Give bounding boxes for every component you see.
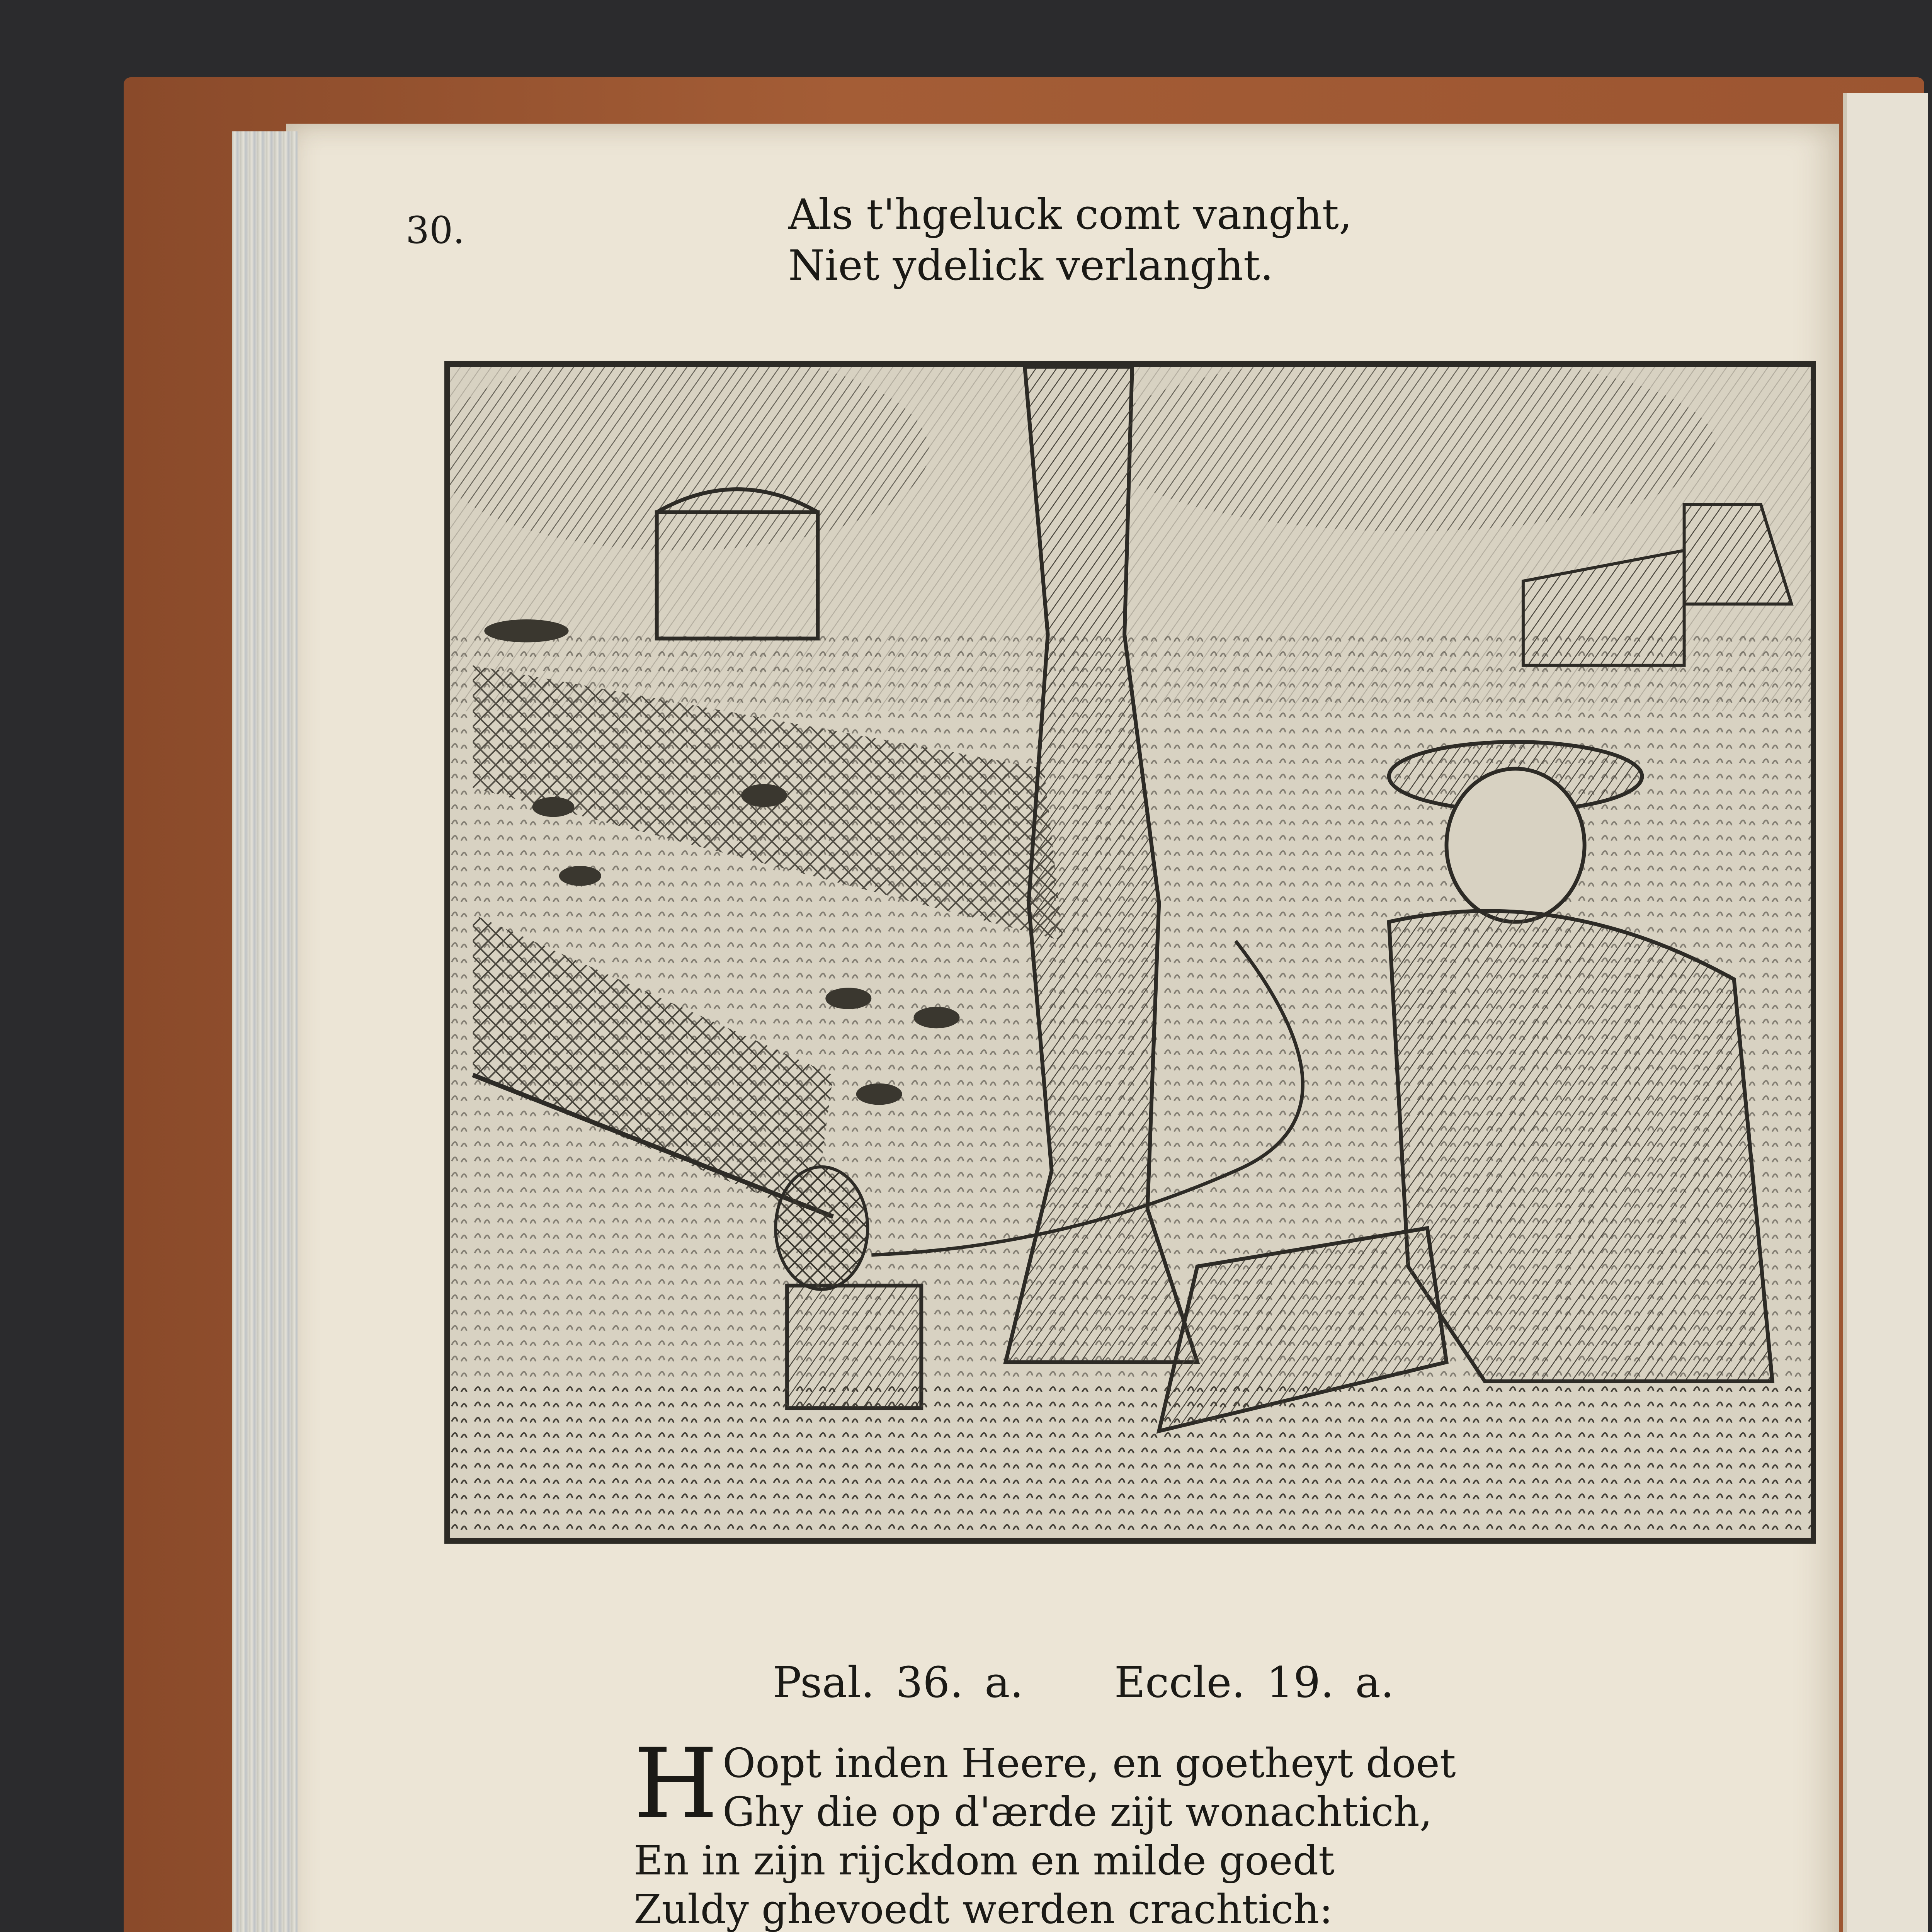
poem-line: En in zijn rijckdom en milde goedt — [634, 1837, 1335, 1884]
poem-line: Ghy die op d'ærde zijt wonachtich, — [723, 1788, 1432, 1835]
facing-page-edge — [1843, 93, 1928, 1932]
page-edges — [232, 131, 298, 1932]
motto-line-2: Niet ydelick verlanght. — [788, 242, 1274, 290]
page-number: 30. — [406, 209, 465, 252]
motto — [788, 189, 1352, 291]
reference-ecclesiasticus: Eccle. 19. a. — [1114, 1658, 1394, 1707]
scripture-references — [773, 1658, 1464, 1707]
poem-line: Zuldy ghevoedt werden crachtich: — [634, 1886, 1333, 1932]
poem-line: Oopt inden Heere, en goetheyt doet — [723, 1740, 1456, 1787]
motto-line-1: Als t'hgeluck comt vanght, — [788, 190, 1352, 239]
engraving-illustration — [444, 361, 1816, 1544]
engraving-drawing — [450, 367, 1811, 1538]
poem — [634, 1728, 1562, 1932]
poem-dropcap: H — [634, 1728, 718, 1840]
reference-psalm: Psal. 36. a. — [773, 1658, 1024, 1707]
